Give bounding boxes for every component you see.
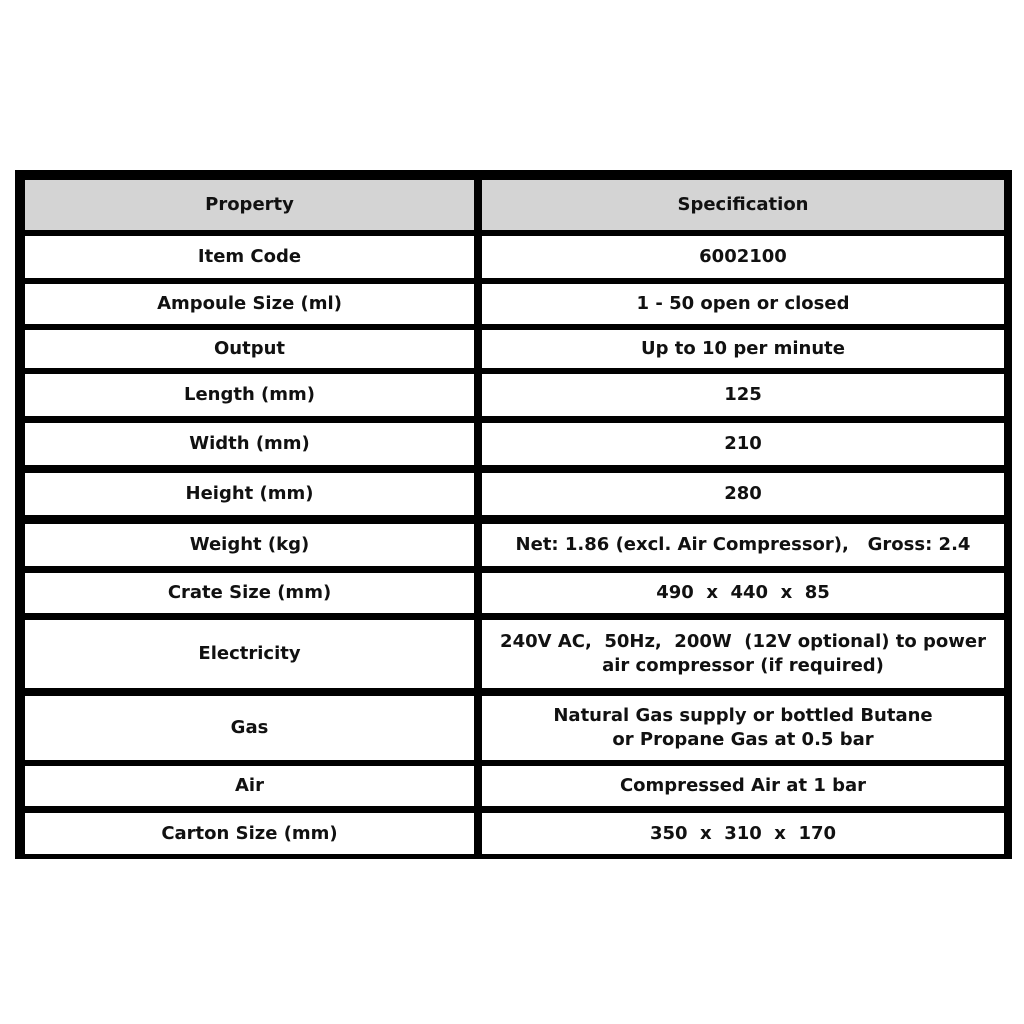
- row-crate-size-spec: 490 x 440 x 85: [482, 573, 1004, 613]
- specification-table: [15, 170, 1012, 859]
- row-air-spec: Compressed Air at 1 bar: [482, 766, 1004, 806]
- row-ampoule-size-property: Ampoule Size (ml): [25, 284, 474, 324]
- row-output-property: Output: [25, 330, 474, 368]
- header-specification: Specification: [482, 180, 1004, 230]
- row-item-code-property: Item Code: [25, 236, 474, 278]
- row-electricity-property: Electricity: [25, 620, 474, 688]
- row-air-property: Air: [25, 766, 474, 806]
- row-ampoule-size-spec: 1 - 50 open or closed: [482, 284, 1004, 324]
- row-height-spec: 280: [482, 473, 1004, 515]
- row-width-spec: 210: [482, 423, 1004, 465]
- row-crate-size-property: Crate Size (mm): [25, 573, 474, 613]
- row-height-property: Height (mm): [25, 473, 474, 515]
- row-length-property: Length (mm): [25, 374, 474, 416]
- row-item-code-spec: 6002100: [482, 236, 1004, 278]
- row-electricity-spec: 240V AC, 50Hz, 200W (12V optional) to power air compressor (if required): [482, 620, 1004, 688]
- row-width-property: Width (mm): [25, 423, 474, 465]
- row-gas-property: Gas: [25, 696, 474, 760]
- row-output-spec: Up to 10 per minute: [482, 330, 1004, 368]
- row-weight-property: Weight (kg): [25, 524, 474, 566]
- row-weight-spec: Net: 1.86 (excl. Air Compressor), Gross: 2.4: [482, 524, 1004, 566]
- row-carton-size-property: Carton Size (mm): [25, 813, 474, 854]
- row-carton-size-spec: 350 x 310 x 170: [482, 813, 1004, 854]
- header-property: Property: [25, 180, 474, 230]
- row-length-spec: 125: [482, 374, 1004, 416]
- row-gas-spec: Natural Gas supply or bottled Butane or Propane Gas at 0.5 bar: [482, 696, 1004, 760]
